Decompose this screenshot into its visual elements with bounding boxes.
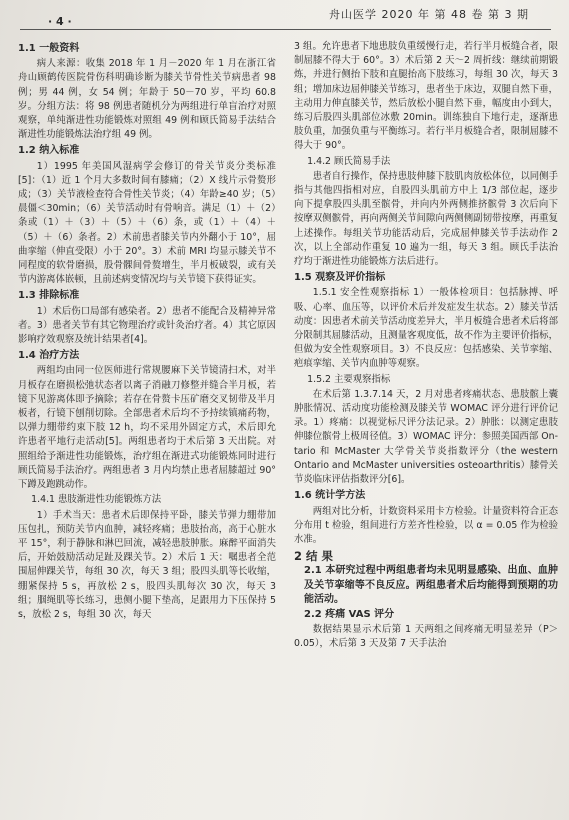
- paragraph: 病人来源：收集 2018 年 1 月－2020 年 1 月在浙江省舟山顾鹤传医院骨伤科明确诊断为膝关节骨性关节病患者 98 例；男 44 例，女 54 例；年龄于 50－70 岁，平均 60.8 岁。分组方法：将 98 例患者随机分为两组进行单盲治疗对照观察，单纯渐进性功能锻炼对照组 49 例和顾氏简易手法结合渐进性功能锻炼法治疗组 49 例。: [18, 58, 276, 141]
- paragraph: 1）手术当天：患者术后即保持平卧，膝关节弹力绷带加压包扎，预防关节内血肿，减轻疼痛；患肢抬高，高于心脏水平 15°，利于静脉和淋巴回流，减轻患肢肿胀。麻醉平面消失后，开始鼓励活动足趾及踝关节。2）术后 1 天：嘱患者全范围屈伸踝关节，每组 30 次，每天 3 组；股四头肌等长收缩，绷紧保持 5 s，再放松 2 s，股四头肌每次 30 次，每天 3 组；腘绳肌等长练习，患侧小腿下垫高，足跟用力下压保持 5 s，放松 2 s，每组 30 次，每天: [18, 509, 276, 620]
- subsection-heading: 2.2 疼痛 VAS 评分: [304, 608, 395, 620]
- paragraph: 在术后第 1.3.7.14 天，2 月对患者疼痛状态、患肢髌上囊肿胀情况、活动度功能检测及膝关节 WOMAC 评分进行评价记录。1）疼痛：以视觉标尺评分法记录。2）肿胀：以测定患肢伸膝位髌骨上极周径值。3）WOMAC 评分：参照美国西部 On-tario 和 McMaster 大学骨关节炎指数评分（the western Ontario and McMaster universities osteoarthritis）膝骨关节炎临床评估指数评分[6]。: [294, 388, 558, 486]
- section-heading: 2 结 果: [294, 549, 334, 564]
- subsection-heading: 1.6 统计学方法: [294, 490, 366, 502]
- subsubsection-heading: 1.4.2 顾氏简易手法: [307, 155, 391, 167]
- paragraph: 两组均由同一位医师进行常规腰麻下关节镜清扫术，对半月板存在磨损松弛状态者以离子消融刀修整并缝合半月板，若镜下见游离体即予摘除；若存在骨赘卡压矿磨交叉韧带及半月板者，行镜下刨削切除。全部患者术后均不予持续镇痛药物，以弹力绷带约束下肢 12 h，均不采用外固定方式，术后即允许患者平地行走活动[5]。两组患者均于术后第 3 天出院。对照组给予渐进性功能锻炼，治疗组在渐进式功能锻炼同时进行顾氏简易手法治疗。两组患者 3 月内均禁止患者屈膝超过 90° 下蹲及跑跳动作。: [18, 365, 276, 491]
- subsection-heading: 1.3 排除标准: [18, 290, 80, 302]
- left-text-column: [18, 40, 276, 622]
- paragraph: 两组对比分析，计数资料采用卡方检验。计量资料符合正态分布用 t 检验，组间进行方差齐性检验，以 α = 0.05 作为检验水准。: [294, 505, 558, 545]
- subsubsection-heading: 1.4.1 患肢渐进性功能锻炼方法: [31, 494, 162, 506]
- paragraph: 1）1995 年美国风湿病学会修订的骨关节炎分类标准[5]：（1）近 1 个月大多数时间有膝痛；（2）X 线片示骨赘形成；（3）关节液检查符合骨性关节炎；（4）年龄≥40 岁；（5）晨僵＜30min；（6）关节活动时有骨响音。满足（1）＋（2）条或（1）＋（3）＋（5）＋（6）条，或（1）＋（4）＋（5）＋（6）条者。2）术前患者膝关节内外翻小于 10°，屈曲挛缩（伸直受限）小于 20°。3）术前 MRI 均显示膝关节不同程度的软骨磨损，股骨髁间骨赘增生，半月板破裂，或有关节内游离体嵌顿，且前述病变情况均与关节镜下获得证实。: [18, 160, 276, 286]
- paragraph: 1.5.1 安全性观察指标 1）一般体检项目：包括脉搏、呼吸、心率、血压等，以评价术后并发症发生状态。2）膝关节活动度：因患者术前关节活动度差异大，半月板缝合患者术后将部分限制其屈膝活动，且测量客观度低，故不作为主要评价指标，但做为安全性观察项目。3）不良反应：包括感染、关节挛缩、疤痕挛缩、关节内血肿等观察。: [294, 287, 558, 370]
- journal-running-header: 舟山医学 2020 年 第 48 卷 第 3 期: [329, 8, 529, 21]
- paragraph: 患者自行操作，保持患肢伸膝下肢肌肉放松体位，以同侧手指与其他四指相对应，自股四头肌前方中上 1/3 部位起，逐步向下提拿股四头肌至髌骨，并向内外两侧推挤髌骨 3 次后向下按摩双侧髌骨，再向两侧关节间隙向两侧侧副韧带按摩，再重复上述操作。每组关节功能活动后，完成屈伸膝关节手法动作 2 次，以上全部动作重复 10 遍为一组，每天 3 组。顾氏手法治疗均于渐进性功能锻炼方法后进行。: [294, 170, 558, 268]
- subsubsection-heading: 1.5.2 主要观察指标: [307, 373, 391, 385]
- subsection-heading: 1.4 治疗方法: [18, 350, 80, 362]
- subsection-heading: 2.1 本研究过程中两组患者均未见明显感染、出血、血肿及关节挛缩等不良反应。两组患者术后均能得到预期的功能活动。: [304, 565, 558, 605]
- subsection-heading: 1.5 观察及评价指标: [294, 272, 386, 284]
- header-rule: [20, 29, 551, 30]
- right-text-column: [294, 40, 558, 652]
- paragraph: 3 组。允许患者下地患肢负重缓慢行走，若行半月板缝合者，限制屈膝不得大于 60°。3）术后第 2 天～2 周折线：继续前期锻炼，并进行侧抬下肢和直腿抬高下肢练习，每组 30 次，每天 3 组；增加床边屈伸膝关节练习，患者坐于床边，双腿自然下垂，主动用力伸直膝关节，然后放松小腿自然下垂，幅度由小到大，练习后股四头肌部位冰敷 20min。训练独自下地行走，逐渐患肢负重，加强负重与平衡练习。若行半月板缝合者，限制屈膝不得大于 90°。: [294, 41, 558, 152]
- paragraph: 数据结果显示术后第 1 天两组之间疼痛无明显差异（P＞0.05），术后第 3 天及第 7 天手法治: [294, 624, 558, 650]
- subsection-heading: 1.1 一般资料: [18, 43, 80, 54]
- page-number: · 4 ·: [48, 15, 72, 28]
- subsection-heading: 1.2 纳入标准: [18, 145, 80, 157]
- paragraph: 1）术后伤口局部有感染者。2）患者不能配合及精神异常者。3）患者关节有其它物理治疗或针灸治疗者。4）其它原因影响疗效观察及统计结果者[4]。: [18, 305, 276, 346]
